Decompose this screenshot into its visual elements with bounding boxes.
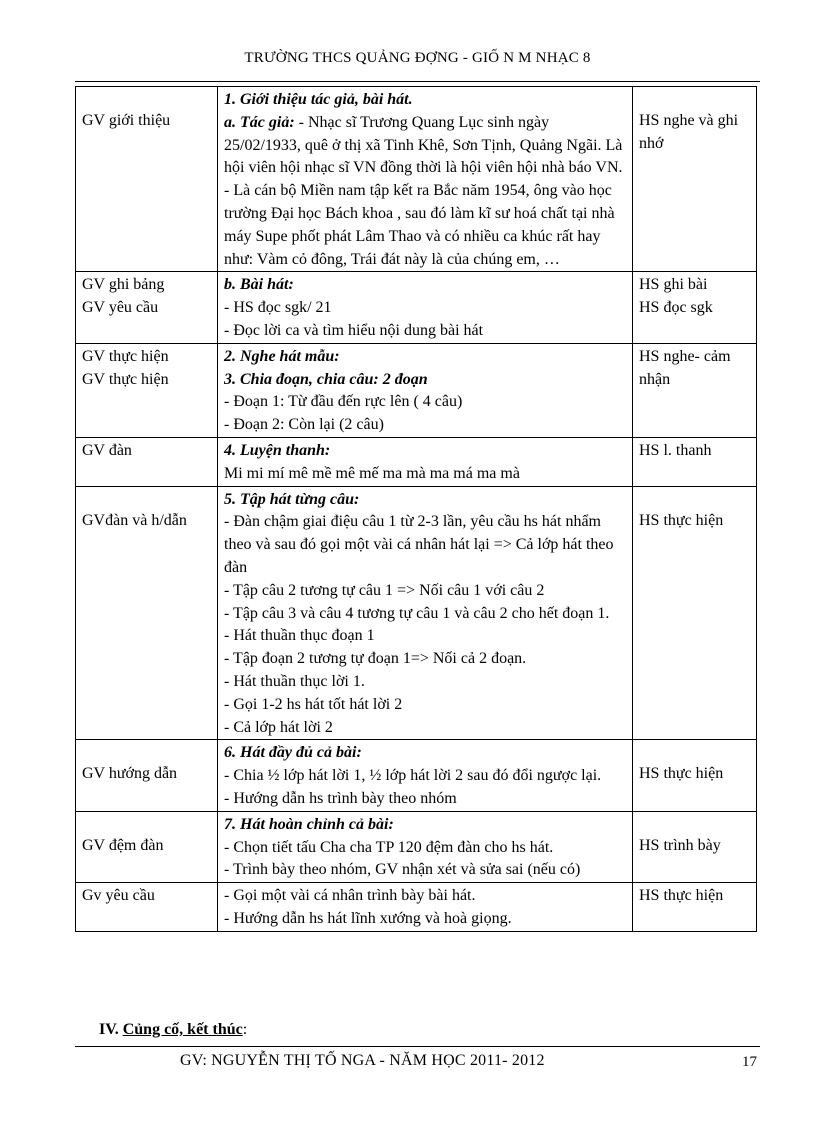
section-heading: 4. Luyện thanh:	[224, 441, 331, 459]
student-activity-cell: HS nghe- cảm nhận	[633, 343, 757, 437]
content-cell: 4. Luyện thanh: Mi mi mí mê mề mê mế ma mà ma má ma mà	[218, 437, 633, 486]
student-activity-cell: HS ghi bài HS đọc sgk	[633, 272, 757, 343]
lesson-plan-table	[75, 86, 757, 932]
section-heading: b. Bài hát:	[224, 276, 294, 294]
table-row	[76, 343, 757, 437]
content-cell: - Gọi một vài cá nhân trình bày bài hát. - Hướng dẫn hs hát lĩnh xướng và hoà giọng.	[218, 883, 633, 932]
student-activity-cell: HS nghe và ghi nhớ	[633, 87, 757, 272]
table-row	[76, 486, 757, 740]
header-divider	[75, 81, 760, 82]
section-heading: 1. Giới thiệu tác giả, bài hát.	[224, 91, 413, 108]
page-header: TRƯỜNG THCS QUẢNG ĐỢNG - GIỐ N M NHẠC 8	[244, 50, 591, 66]
teacher-activity-cell: GV đệm đàn	[76, 811, 218, 882]
table-row	[76, 437, 757, 486]
content-cell: 2. Nghe hát mẫu: 3. Chia đoạn, chia câu: 2 đoạn - Đoạn 1: Từ đầu đến rực lên ( 4 câu) - Đoạn 2: Còn lại (2 câu)	[218, 343, 633, 437]
content-cell: 6. Hát đầy đủ cả bài: - Chia ½ lớp hát lời 1, ½ lớp hát lời 2 sau đó đổi ngược lại. - Hướng dẫn hs trình bày theo nhóm	[218, 740, 633, 811]
student-activity-cell: HS thực hiện	[633, 486, 757, 740]
paragraph: - Là cán bộ Miền nam tập kết ra Bắc năm 1954, ông vào học trường Đại học Bách khoa , sau đó làm kĩ sư hoá chất tại nhà máy Supe phốt phát Lâm Thao và có nhiều ca khúc rất hay như: Vàm cỏ đông, Trái đát này là của chúng em, …	[224, 182, 615, 268]
table-row	[76, 883, 757, 932]
table-row	[76, 811, 757, 882]
table-row	[76, 87, 757, 272]
student-activity-cell: HS l. thanh	[633, 437, 757, 486]
subheading: a. Tác giả:	[224, 113, 295, 131]
teacher-activity-cell: GV giới thiệu	[76, 87, 218, 272]
section-heading: 2. Nghe hát mẫu:	[224, 347, 340, 365]
student-activity-cell: HS thực hiện	[633, 883, 757, 932]
table-row	[76, 740, 757, 811]
teacher-activity-cell: GV đàn	[76, 437, 218, 486]
teacher-activity-cell: GV hướng dẫn	[76, 740, 218, 811]
section-heading: 7. Hát hoàn chỉnh cả bài:	[224, 815, 394, 833]
page-footer: GV: NGUYỄN THỊ TỐ NGA - NĂM HỌC 2011- 2012	[180, 1052, 545, 1069]
teacher-activity-cell: GV ghi bảng GV yêu cầu	[76, 272, 218, 343]
table-row	[76, 272, 757, 343]
page-number: 17	[742, 1054, 757, 1070]
footer-divider	[75, 1046, 760, 1047]
teacher-activity-cell: GV thực hiện GV thực hiện	[76, 343, 218, 437]
content-cell: 5. Tập hát từng câu: - Đàn chậm giai điệu câu 1 từ 2-3 lần, yêu cầu hs hát nhẩm theo và sau đó gọi một vài cá nhân hát lại => Cả lớp hát theo đàn - Tập câu 2 tương tự câu 1 => Nối câu 1 với câu 2 - Tập câu 3 và câu 4 tương tự câu 1 và câu 2 cho hết đoạn 1. - Hát thuần thục đoạn 1 - Tập đoạn 2 tương tự đoạn 1=> Nối cả 2 đoạn. - Hát thuần thục lời 1. - Gọi 1-2 hs hát tốt hát lời 2 - Cả lớp hát lời 2	[218, 486, 633, 740]
student-activity-cell: HS thực hiện	[633, 740, 757, 811]
content-cell: 7. Hát hoàn chỉnh cả bài: - Chọn tiết tấu Cha cha TP 120 đệm đàn cho hs hát. - Trình bày theo nhóm, GV nhận xét và sửa sai (nếu có)	[218, 811, 633, 882]
section-heading: 3. Chia đoạn, chia câu: 2 đoạn	[224, 370, 428, 388]
section-four-heading: IV. Củng cố, kết thúc:	[99, 1021, 248, 1038]
content-cell	[218, 87, 633, 272]
content-cell: b. Bài hát: - HS đọc sgk/ 21 - Đọc lời ca và tìm hiểu nội dung bài hát	[218, 272, 633, 343]
paragraph: - Nhạc sĩ Trương Quang Lục sinh ngày 25/02/1933, quê ở thị xã Tinh Khê, Sơn Tịnh, Quảng Ngãi. Là hội viên hội nhạc sĩ VN đồng thời là hội viên hội nhà báo VN.	[224, 113, 623, 177]
teacher-activity-cell: GVđàn và h/dẫn	[76, 486, 218, 740]
student-activity-cell: HS trình bày	[633, 811, 757, 882]
teacher-activity-cell: Gv yêu cầu	[76, 883, 218, 932]
section-heading: 5. Tập hát từng câu:	[224, 490, 360, 508]
section-heading: 6. Hát đầy đủ cả bài:	[224, 744, 362, 762]
